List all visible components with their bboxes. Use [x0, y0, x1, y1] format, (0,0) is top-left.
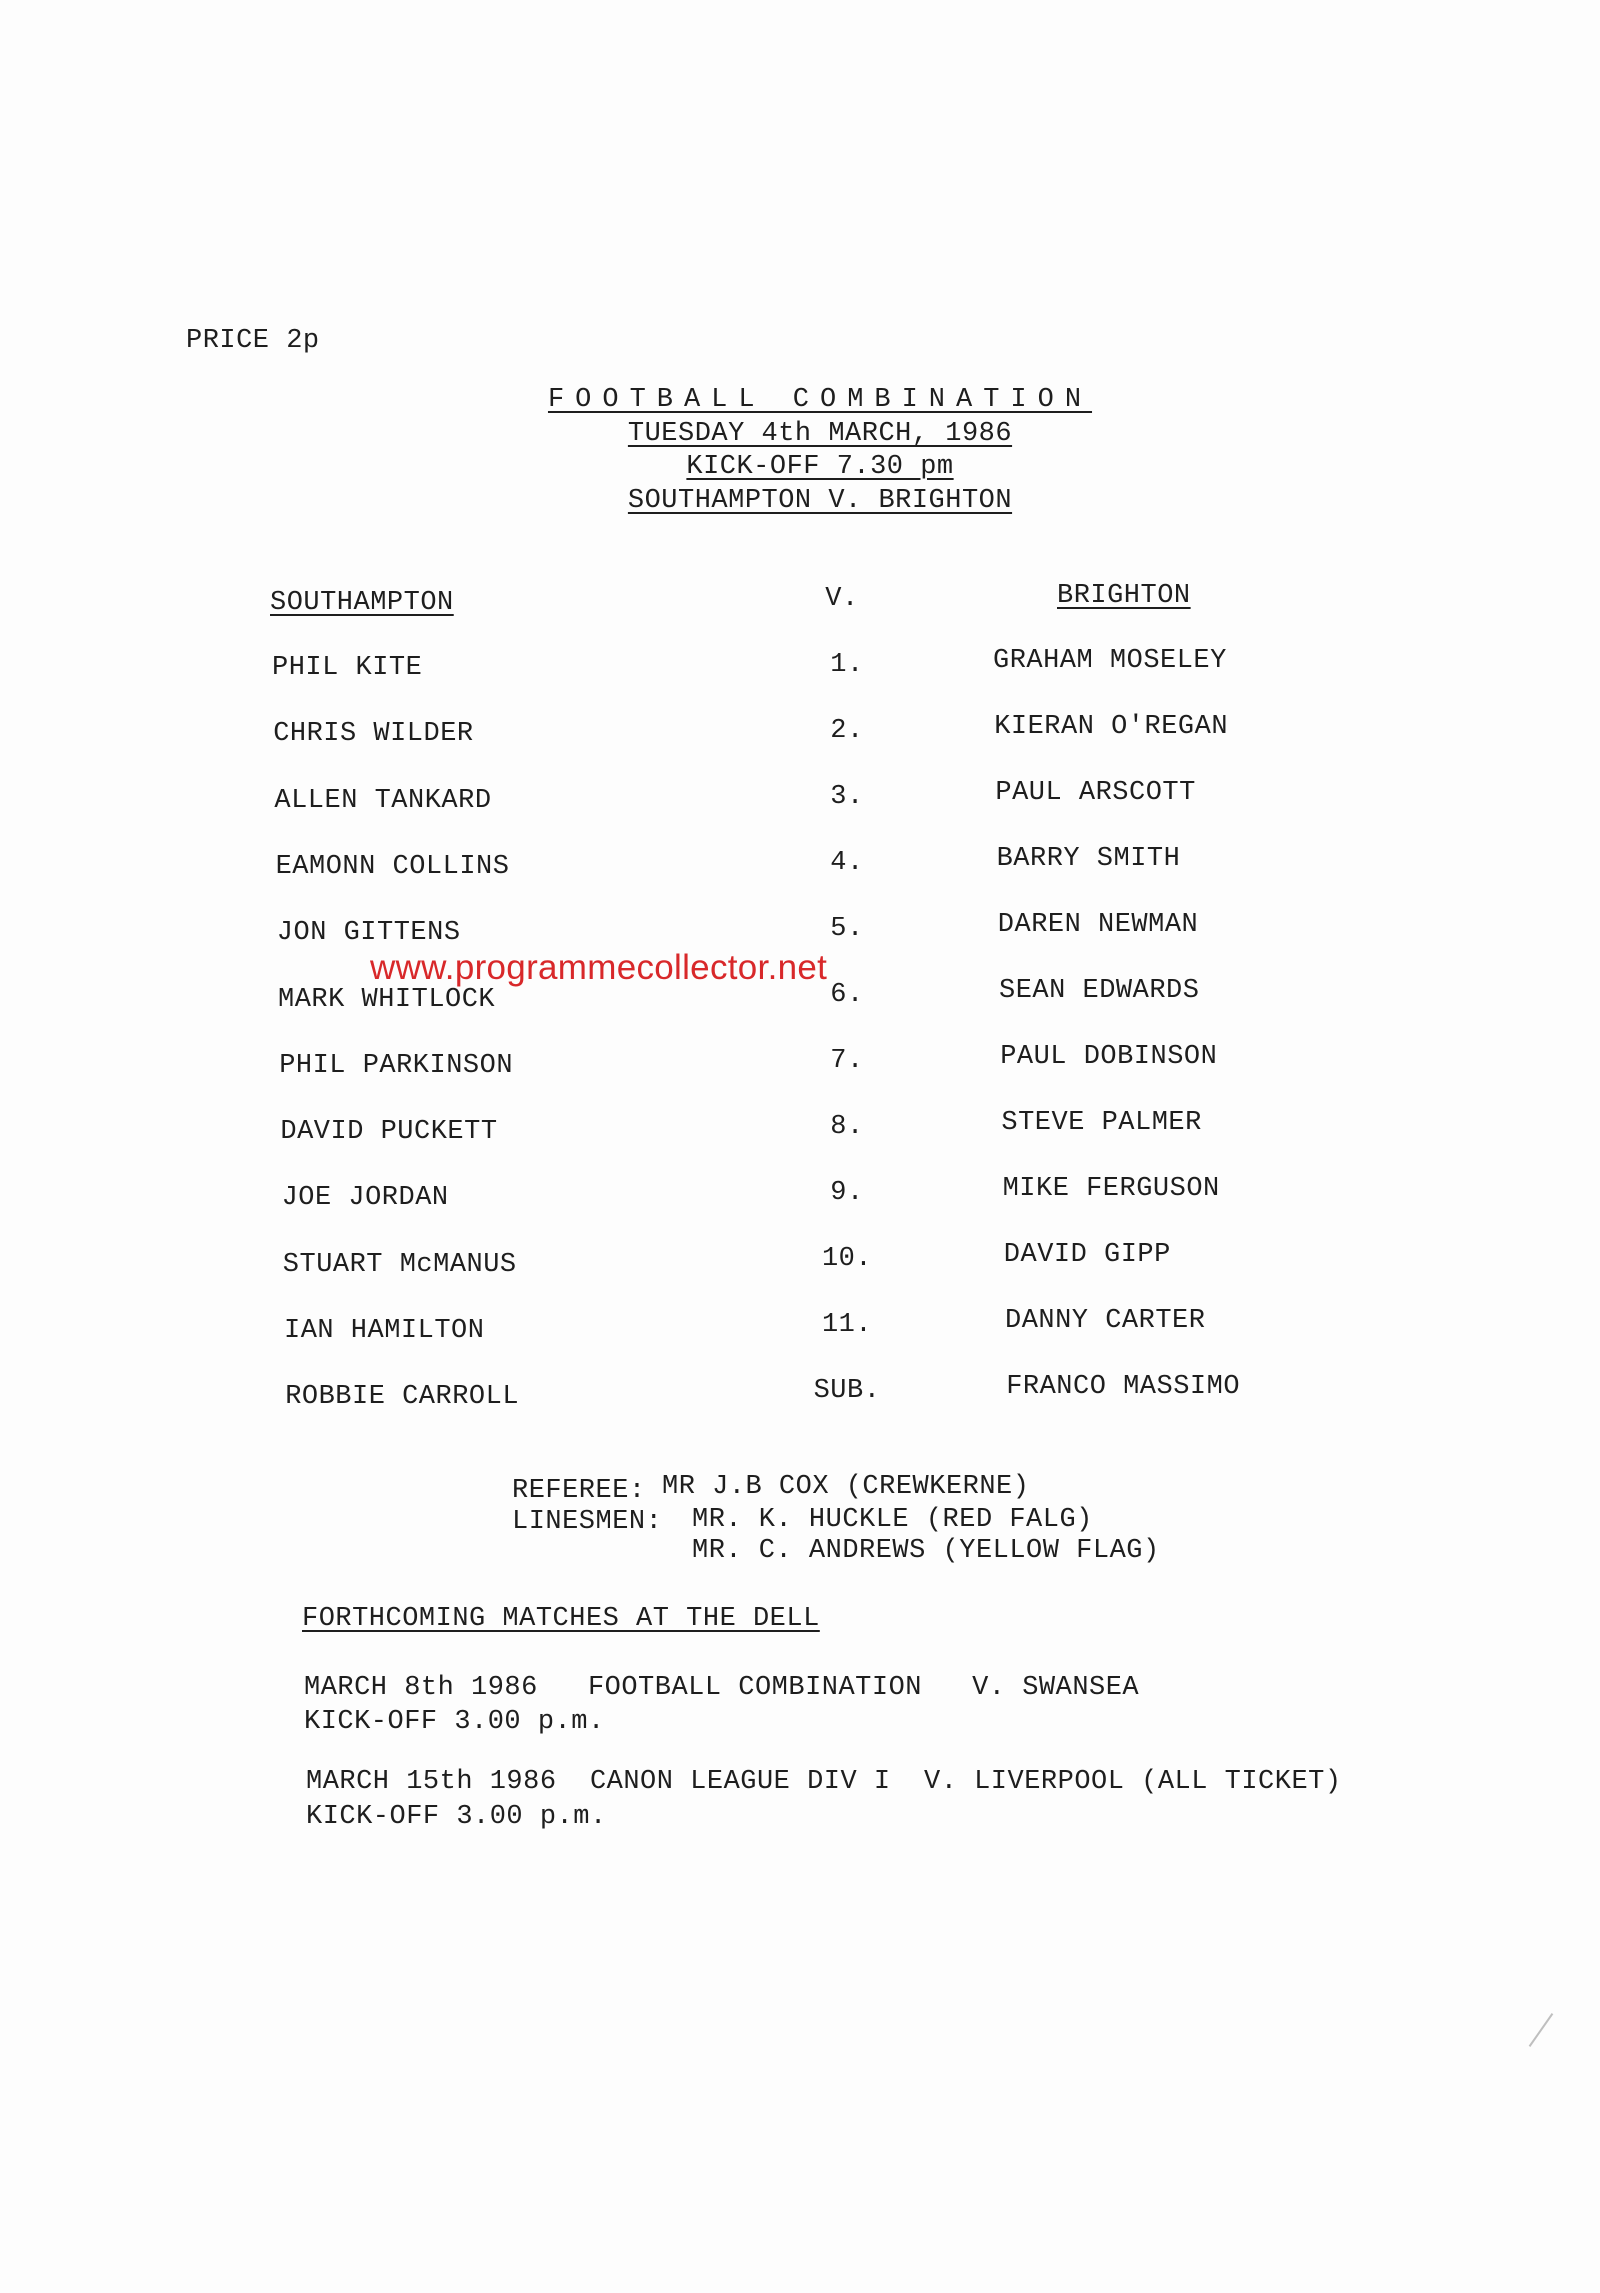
match-1-kickoff: KICK-OFF 3.00 p.m.: [304, 1707, 605, 1737]
linesman-2: MR. C. ANDREWS (YELLOW FLAG): [692, 1536, 1160, 1566]
home-player: CHRIS WILDER: [273, 719, 474, 750]
match-1-details: MARCH 8th 1986 FOOTBALL COMBINATION V. SWANSEA: [304, 1673, 1140, 1703]
linesmen-label: LINESMEN:: [512, 1507, 663, 1537]
forthcoming-heading: FORTHCOMING MATCHES AT THE DELL: [302, 1604, 820, 1634]
home-player: STUART McMANUS: [282, 1249, 517, 1280]
away-player: KIERAN O'REGAN: [994, 712, 1229, 742]
competition-title: FOOTBALL COMBINATION: [547, 385, 1093, 415]
home-player: IAN HAMILTON: [284, 1316, 485, 1346]
versus-heading: V.: [825, 584, 859, 614]
paper-speck: [1529, 2013, 1554, 2047]
price-label: PRICE 2p: [186, 326, 320, 356]
away-player: PAUL ARSCOTT: [995, 778, 1196, 808]
fixture-title: SOUTHAMPTON V. BRIGHTON: [627, 486, 1013, 516]
home-player: DAVID PUCKETT: [280, 1117, 498, 1148]
shirt-number: 3.: [830, 782, 864, 812]
away-player: MIKE FERGUSON: [1002, 1174, 1220, 1204]
away-player: FRANCO MASSIMO: [1006, 1372, 1241, 1402]
shirt-number: 1.: [830, 650, 864, 680]
referee-label: REFEREE:: [512, 1476, 646, 1506]
home-player: MARK WHITLOCK: [278, 984, 496, 1015]
match-date: TUESDAY 4th MARCH, 1986: [627, 419, 1013, 449]
away-player: DAVID GIPP: [1003, 1240, 1171, 1270]
match-2-details: MARCH 15th 1986 CANON LEAGUE DIV I V. LIVERPOOL (ALL TICKET): [306, 1767, 1342, 1797]
shirt-number: 9.: [830, 1178, 864, 1208]
away-player: PAUL DOBINSON: [1000, 1042, 1218, 1072]
shirt-number: 2.: [830, 716, 864, 746]
home-team-heading: SOUTHAMPTON: [270, 588, 454, 618]
kickoff-time: KICK-OFF 7.30 pm: [686, 452, 954, 482]
watermark-text: www.programmecollector.net: [370, 948, 828, 987]
shirt-number: 4.: [830, 848, 864, 878]
home-player: EAMONN COLLINS: [275, 851, 510, 882]
away-player: GRAHAM MOSELEY: [993, 646, 1227, 676]
shirt-number: 6.: [830, 980, 864, 1010]
linesman-1: MR. K. HUCKLE (RED FALG): [692, 1505, 1093, 1535]
away-player: DAREN NEWMAN: [997, 910, 1199, 940]
shirt-number: 11.: [821, 1310, 873, 1340]
shirt-number: 10.: [821, 1244, 873, 1274]
home-player: JOE JORDAN: [281, 1183, 449, 1214]
home-player: PHIL KITE: [272, 653, 423, 683]
home-player: ROBBIE CARROLL: [285, 1382, 520, 1413]
shirt-number: 8.: [830, 1112, 864, 1142]
match-2-kickoff: KICK-OFF 3.00 p.m.: [306, 1802, 607, 1832]
home-player: PHIL PARKINSON: [279, 1050, 514, 1081]
away-player: BARRY SMITH: [996, 844, 1181, 874]
shirt-number: SUB.: [813, 1376, 881, 1406]
away-player: SEAN EDWARDS: [999, 976, 1200, 1006]
away-player: STEVE PALMER: [1001, 1108, 1202, 1138]
away-player: DANNY CARTER: [1005, 1306, 1206, 1336]
shirt-number: 5.: [830, 914, 864, 944]
away-team-heading: BRIGHTON: [1057, 581, 1191, 611]
referee-name: MR J.B COX (CREWKERNE): [662, 1472, 1030, 1502]
shirt-number: 7.: [830, 1046, 864, 1076]
home-player: ALLEN TANKARD: [274, 785, 492, 816]
home-player: JON GITTENS: [276, 918, 461, 949]
